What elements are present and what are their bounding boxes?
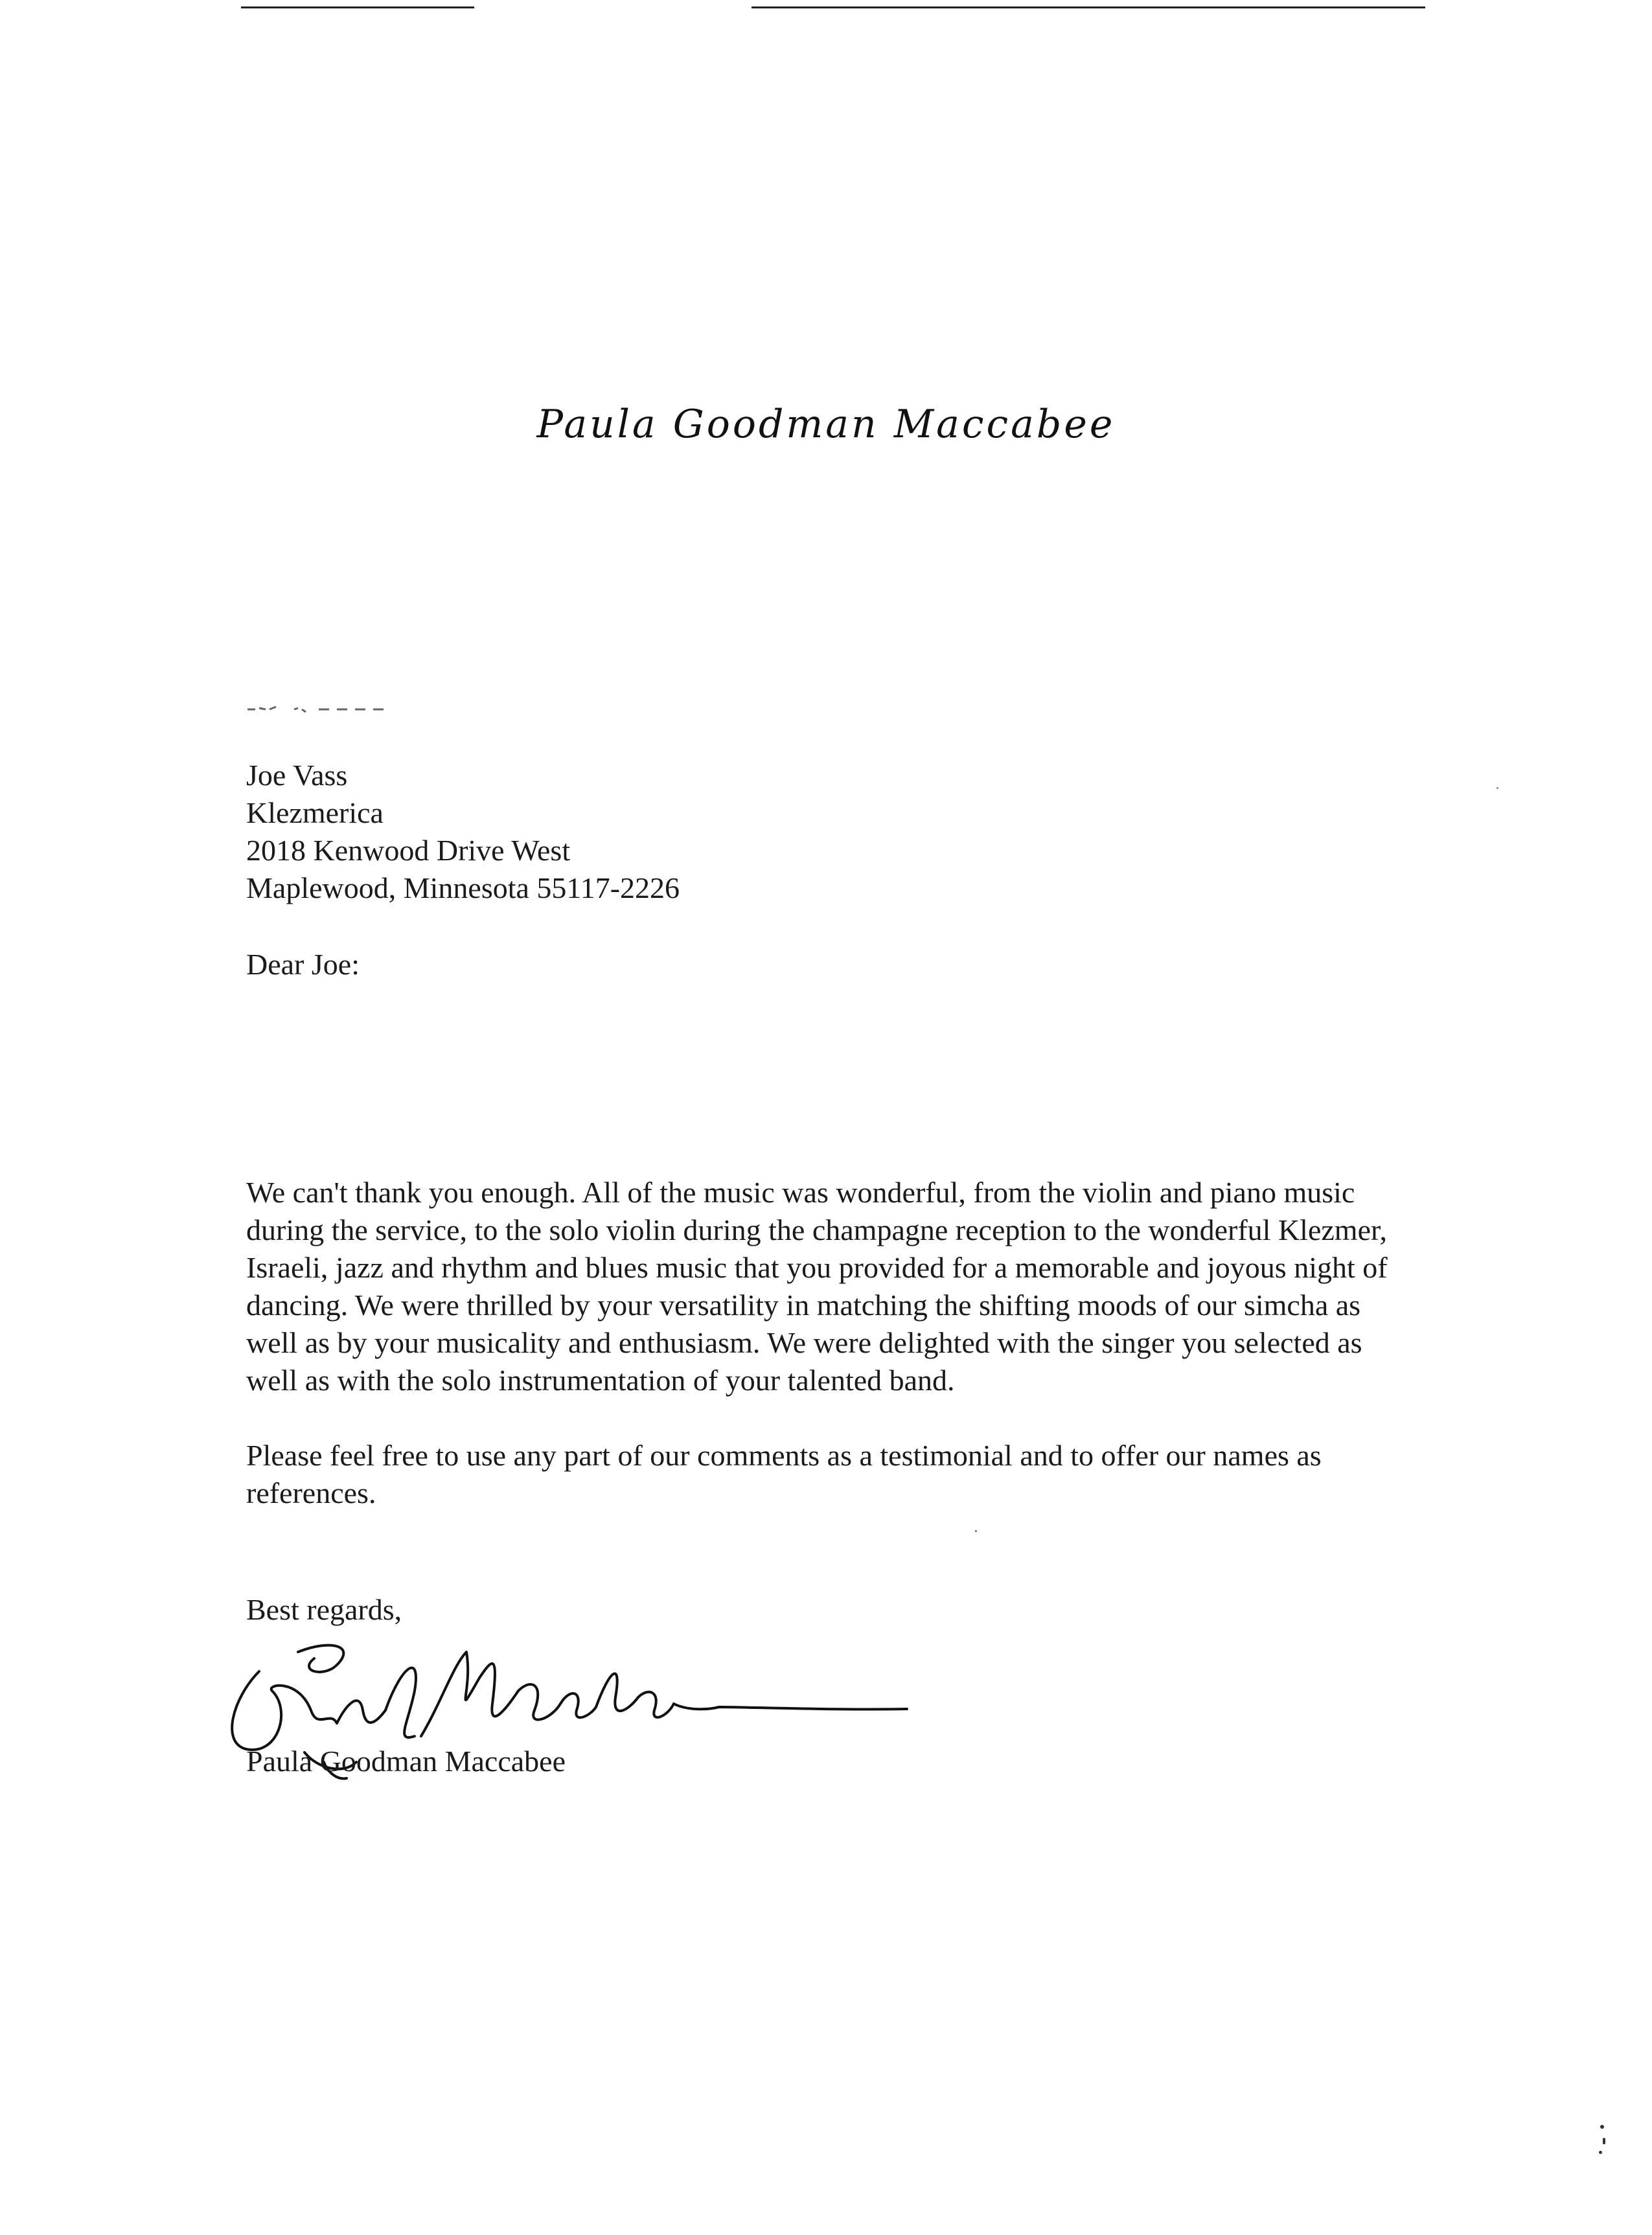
top-rule-left <box>241 6 474 8</box>
signer-name: Paula Goodman Maccabee <box>246 1745 566 1778</box>
illegible-date-line <box>246 698 402 711</box>
scan-speck <box>975 1530 977 1532</box>
body-paragraph-2: Please feel free to use any part of our comments as a testimonial and to offer our names as references. <box>246 1439 1322 1509</box>
salutation: Dear Joe: <box>246 948 360 981</box>
letterhead-name: Paula Goodman Maccabee <box>536 402 1116 447</box>
recipient-city-state-zip: Maplewood, Minnesota 55117-2226 <box>246 871 680 904</box>
recipient-address <box>246 757 680 907</box>
faded-date-marks <box>246 700 402 713</box>
scan-speck <box>1600 2125 1604 2129</box>
recipient-name: Joe Vass <box>246 759 348 792</box>
letter-body <box>246 1174 1399 1550</box>
scan-speck <box>1603 2138 1605 2144</box>
closing: Best regards, <box>246 1593 402 1626</box>
recipient-street: 2018 Kenwood Drive West <box>246 834 571 867</box>
body-paragraph-1: We can't thank you enough. All of the music was wonderful, from the violin and piano music during the service, to the solo violin during the champagne reception to the wonderful Klezmer, Israeli, jazz and rhythm and blues music that you provided for a memorable and joyous night of dancing. We were thrilled by your versatility in matching the shifting moods of our simcha as well as by your musicality and enthusiasm. We were delighted with the singer you selected as well as with the solo instrumentation of your talented band. <box>246 1176 1388 1397</box>
scan-speck <box>1497 787 1498 789</box>
top-rule-right <box>751 6 1425 8</box>
scan-speck <box>1599 2151 1602 2154</box>
recipient-organization: Klezmerica <box>246 796 384 829</box>
